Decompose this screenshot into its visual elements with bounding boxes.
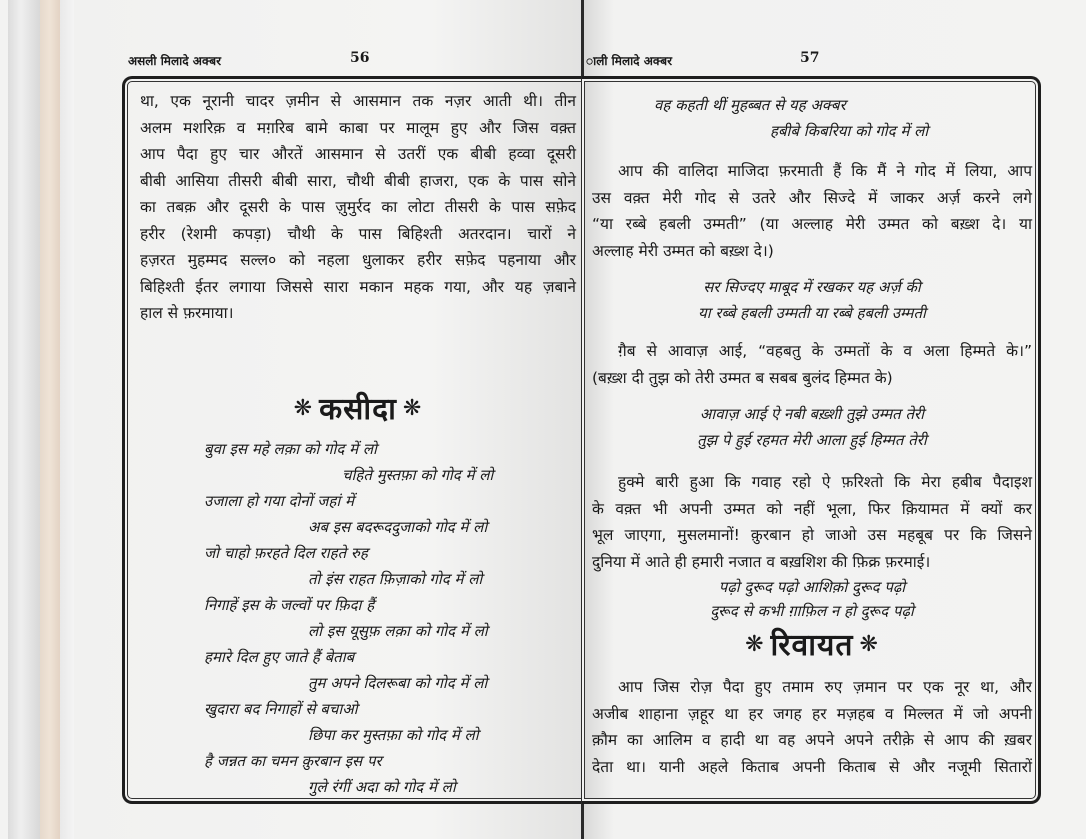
poem-line: अब इस बदरूददुजाको गोद में लो <box>308 517 488 536</box>
page-number: 56 <box>350 50 370 66</box>
paragraph <box>592 338 1032 391</box>
poem-line: गुले रंगीं अदा को गोद में लो <box>308 777 456 796</box>
text-line: उस वक़्त मेरी गोद से उतरे और सिज्दे में जाकर अर्ज़ करने लगे <box>592 188 1032 207</box>
page-edge <box>60 0 74 839</box>
poem-line: चहिते मुस्तफ़ा को गोद में लो <box>342 465 494 484</box>
text-line: अल्लाह मेरी उम्मत को बख़्श दे।) <box>592 241 774 260</box>
running-title: ाली मिलादे अक्बर <box>586 54 672 68</box>
text-line: देता था। यानी अहले किताब अपनी किताब से और नजूमी सितारों <box>592 757 1032 776</box>
verse-line: आवाज़ आई ऐ नबी बख़्शी तुझे उम्मत तेरी <box>699 405 925 423</box>
verse <box>592 401 1032 453</box>
verse <box>592 575 1032 623</box>
poem-line: लो इस यूसुफ़ लक़ा को गोद में लो <box>308 621 488 640</box>
verse-line: हबीबे किबरिया को गोद में लो <box>770 122 929 140</box>
verse-line: दुरूद से कभी ग़ाफ़िल न हो दुरूद पढ़ो <box>710 602 914 620</box>
text-line: बीबी आसिया तीसरी बीबी सारा, चौथी बीबी हाजरा, एक के पास सोने <box>140 171 576 190</box>
text-line: “या रब्बे हबली उम्मती” (या अल्लाह मेरी उम्मत को बख़्श दे। या <box>592 215 1032 233</box>
page-edge <box>0 0 8 839</box>
text-line: आप जिस रोज़ पैदा हुए तमाम रुए ज़मान पर एक नूर था, और <box>618 678 1032 696</box>
text-line: बिहिश्ती ईतर लगाया जिससे सारा मकान महक गया, और यह ज़बाने <box>140 277 576 296</box>
text-line: आप पैदा हुए चार औरतें आसमान से उतरीं एक बीबी हव्वा दूसरी <box>140 145 576 163</box>
paragraph <box>592 158 1032 264</box>
page-number: 57 <box>800 50 820 66</box>
paragraph <box>140 88 576 327</box>
text-line: ग़ैब से आवाज़ आई, “वहबतु के उम्मतों के व अला हिम्मते के।” <box>618 342 1032 360</box>
poem-line: है जन्नत का चमन क़ुरबान इस पर <box>204 751 382 770</box>
flower-ornament-icon: ❋ <box>859 632 879 657</box>
page-edge <box>40 0 60 839</box>
left-page-content <box>140 88 576 800</box>
section-heading-text: कसीदा <box>319 391 397 427</box>
text-line: क़ौम का आलिम व हादी था वह अपने अपने तरीक़े से आप की ख़बर <box>592 731 1032 749</box>
text-line: हरीर (रेशमी कपड़ा) चौथी के पास बिहिश्ती अतरदान। चारों ने <box>140 224 576 243</box>
poem-line: छिपा कर मुस्तफ़ा को गोद में लो <box>308 725 479 744</box>
paragraph <box>592 674 1032 780</box>
text-line: के वक़्त भी अपनी उम्मत को नहीं भूला, फिर क़ियामत में क्यों कर <box>592 499 1032 518</box>
text-line: का तबक़ और दूसरी के पास ज़ुमुर्रद का लोटा तीसरी के पास सफ़ेद <box>140 198 576 216</box>
paragraph <box>592 469 1032 575</box>
text-line: आप की वालिदा माजिदा फ़रमाती हैं कि मैं ने गोद में लिया, आप <box>618 162 1032 180</box>
verse-line: सर सिज्दए माबूद में रखकर यह अर्ज़ की <box>703 278 921 296</box>
verse <box>592 274 1032 326</box>
verse-line: वह कहती थीं मुहब्बत से यह अक्बर <box>654 96 846 114</box>
running-title: असली मिलादे अक्बर <box>128 54 222 68</box>
poem-line: हमारे दिल हुए जाते हैं बेताब <box>204 647 355 666</box>
poem <box>140 436 576 800</box>
text-line: (बख़्श दी तुझ को तेरी उम्मत ब सबब बुलंद हिम्मत के) <box>592 368 893 387</box>
poem-line: बुवा इस महे लक़ा को गोद में लो <box>204 439 377 458</box>
flower-ornament-icon: ❋ <box>745 632 765 657</box>
poem-line: उजाला हो गया दोनों जहां में <box>204 491 355 510</box>
poem-line: निगाहें इस के जल्वों पर फ़िदा हैं <box>204 595 375 614</box>
poem-line: खुदारा बद निगाहों से बचाओ <box>204 699 358 718</box>
text-line: था, एक नूरानी चादर ज़मीन से आसमान तक नज़र आती थी। तीन <box>140 92 576 110</box>
right-page-content <box>592 92 1032 780</box>
text-line: हुक्मे बारी हुआ कि गवाह रहो ऐ फ़रिश्तो कि मेरा हबीब पैदाइश <box>618 473 1032 491</box>
verse-line: तुझ पे हुई रहमत मेरी आला हुई हिम्मत तेरी <box>697 431 927 449</box>
text-line: भूल जाएगा, मुसलमानों! क़ुरबान हो जाओ उस महबूब पर कि जिसने <box>592 526 1032 544</box>
poem-line: तो इंस राहत फ़िज़ाको गोद में लो <box>308 569 483 588</box>
text-line: दुनिया में आते ही हमारी नजात व बख़शिश की फ़िक्र फ़रमाई। <box>592 552 931 571</box>
left-page-header <box>128 52 568 70</box>
poem-line: जो चाहो फ़रहते दिल राहते रुह <box>204 543 368 562</box>
text-line: हाल से फ़रमाया। <box>140 304 234 322</box>
section-heading-text: रिवायत <box>770 628 854 663</box>
section-heading <box>140 389 576 430</box>
verse-line: या रब्बे हबली उम्मती या रब्बे हबली उम्मती <box>698 304 926 322</box>
verse-line: पढ़ो दुरूद पढ़ो आशिक़ो दुरूद पढ़ो <box>718 578 906 596</box>
flower-ornament-icon: ❋ <box>402 395 423 421</box>
flower-ornament-icon: ❋ <box>293 395 314 421</box>
right-page-header <box>586 52 1026 70</box>
poem-line: तुम अपने दिलरूबा को गोद में लो <box>308 673 488 692</box>
verse <box>592 92 1032 144</box>
text-line: हज़रत मुहम्मद सल्ल० को नहला धुलाकर हरीर सफ़ेद पहनाया और <box>140 251 576 269</box>
section-heading <box>592 625 1032 666</box>
text-line: अजीब शाहाना ज़हूर था हर जगह हर मज़हब व मिल्लत में जो अपनी <box>592 704 1032 723</box>
text-line: अलम मशरिक़ व मग़रिब बामे काबा पर मालूम हुए और जिस वक़्त <box>140 118 576 137</box>
page-edge <box>8 0 40 839</box>
